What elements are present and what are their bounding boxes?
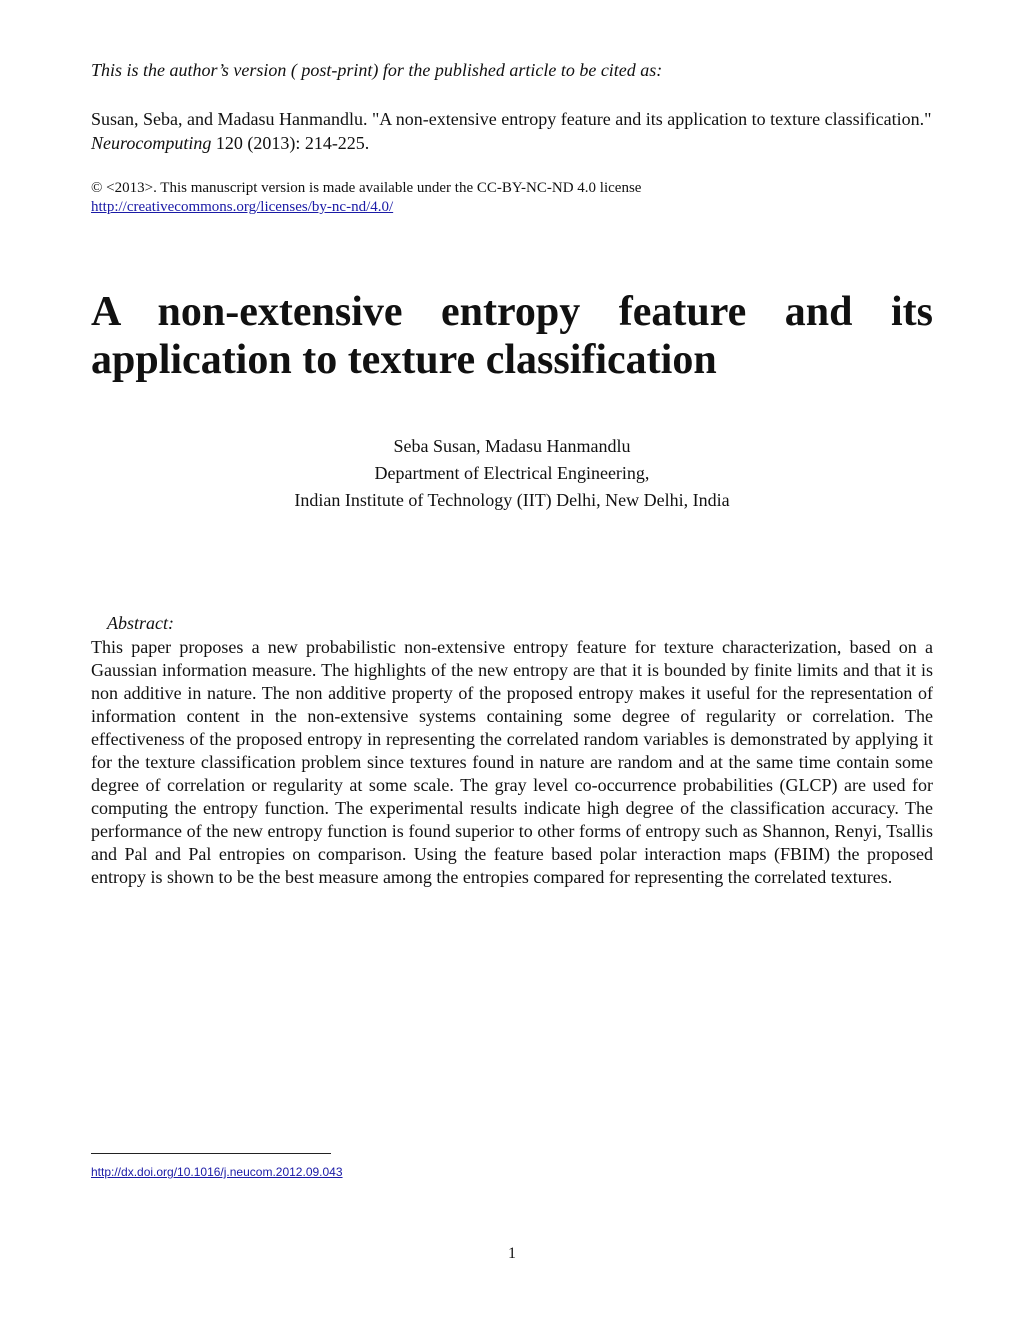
journal-name: Neurocomputing: [91, 133, 212, 153]
page-number: 1: [508, 1245, 516, 1262]
license-link[interactable]: http://creativecommons.org/licenses/by-nc-nd/4.0/: [91, 199, 394, 215]
title-line-1: A non-extensive entropy feature and its: [91, 289, 933, 335]
citation-text: Susan, Seba, and Madasu Hanmandlu. "A non-extensive entropy feature and its application to texture classification.": [91, 109, 932, 129]
abstract-body: This paper proposes a new probabilistic non-extensive entropy feature for texture characterization, based on a Gaussian information measure. The highlights of the new entropy are that it is bounded by finite limits and that it is non additive in nature. The non additive property of the proposed entropy makes it useful for the representation of information content in the non-extensive systems containing some degree of regularity or correlation. The effectiveness of the proposed entropy in representing the correlated random variables is demonstrated by applying it for the texture classification problem since textures found in nature are random and at the same time contain some degree of correlation or regularity at some scale. The gray level co-occurrence probabilities (GLCP) are used for computing the entropy function. The experimental results indicate high degree of the classification accuracy. The performance of the new entropy function is found superior to other forms of entropy such as Shannon, Renyi, Tsallis and Pal and Pal entropies on comparison. Using the feature based polar interaction maps (FBIM) the proposed entropy is shown to be the best measure among the entropies compared for representing the correlated textures.: [91, 637, 933, 887]
author-names: Seba Susan, Madasu Hanmandlu: [393, 436, 631, 456]
title-line-2: application to texture classification: [91, 337, 717, 383]
abstract-heading: Abstract:: [107, 613, 174, 633]
citation-notice: This is the author’s version ( post-print) for the published article to be cited as:: [91, 60, 663, 80]
footnote-divider: [91, 1153, 331, 1154]
license-text: © <2013>. This manuscript version is made available under the CC-BY-NC-ND 4.0 license: [91, 180, 642, 196]
paper-title: [91, 288, 933, 384]
citation-reference: [91, 107, 933, 155]
citation-volume: 120 (2013): 214-225.: [211, 133, 370, 153]
author-block: [91, 433, 933, 514]
license-block: [91, 179, 933, 217]
doi-link[interactable]: http://dx.doi.org/10.1016/j.neucom.2012.09.043: [91, 1165, 343, 1179]
author-department: Department of Electrical Engineering,: [374, 463, 650, 483]
author-institution: Indian Institute of Technology (IIT) Delhi, New Delhi, India: [294, 490, 730, 510]
